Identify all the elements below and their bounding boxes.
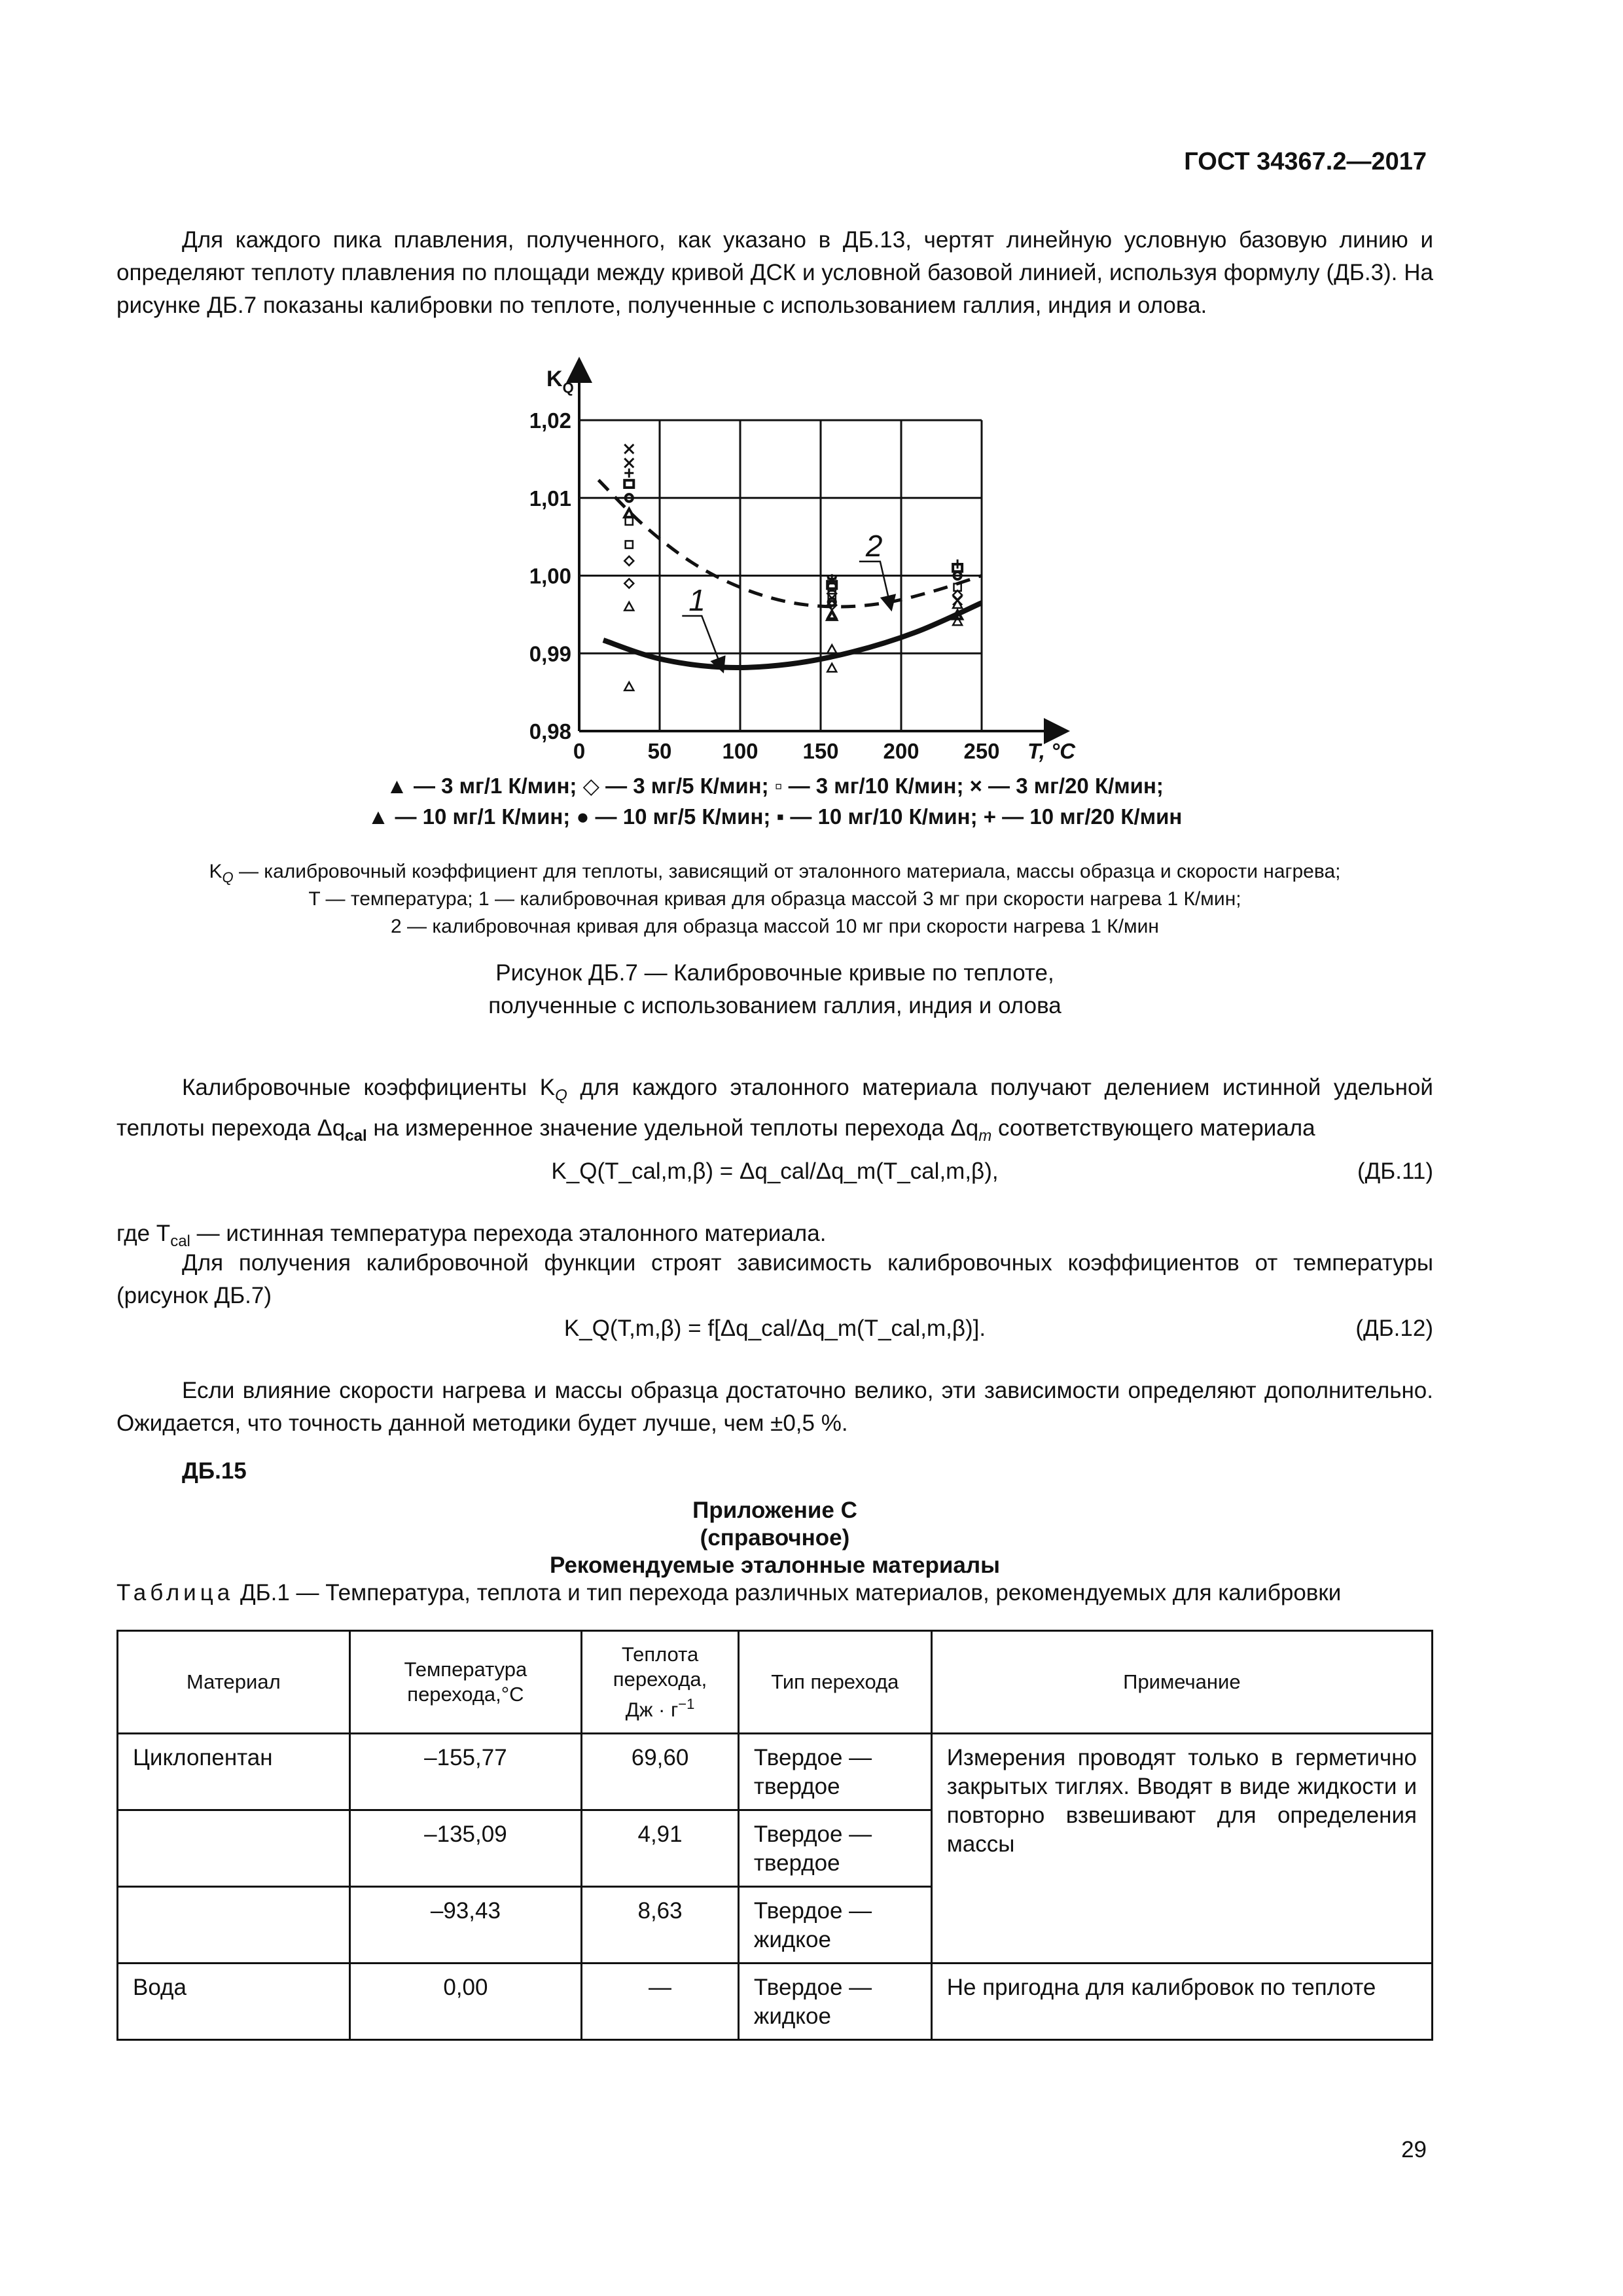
x-tick-label: 50 bbox=[647, 739, 672, 763]
paragraph-3 bbox=[116, 1247, 1433, 1312]
header-type: Тип перехода bbox=[738, 1631, 931, 1734]
cell-type: Твердое — твердое bbox=[738, 1734, 931, 1810]
intro-paragraph bbox=[116, 224, 1433, 322]
chart-ticks bbox=[529, 367, 1076, 763]
p2-c: на измеренное значение удельной теплоты перехода Δq bbox=[366, 1115, 979, 1141]
x-axis-label: T, °C bbox=[1027, 739, 1076, 763]
header-note: Примечание bbox=[931, 1631, 1432, 1734]
data-point-diamond bbox=[624, 556, 633, 565]
chart-labels bbox=[682, 529, 890, 666]
p2-c-sub: m bbox=[978, 1127, 992, 1145]
y-tick-label: 1,00 bbox=[529, 564, 571, 588]
table-caption bbox=[116, 1577, 1433, 1609]
y-tick-label: 0,98 bbox=[529, 719, 571, 744]
document-header: ГОСТ 34367.2—2017 bbox=[1184, 148, 1427, 175]
figure-caption-2: полученные с использованием галлия, индия и олова bbox=[488, 993, 1061, 1018]
header-material: Материал bbox=[118, 1631, 350, 1734]
curve-label-2: 2 bbox=[865, 528, 883, 563]
y-tick-label: 0,99 bbox=[529, 641, 571, 666]
curve-label-1-leader bbox=[682, 616, 721, 666]
data-point-triangle bbox=[827, 664, 836, 672]
cell-temperature: –93,43 bbox=[349, 1887, 582, 1964]
figure-note-3: 2 — калибровочная кривая для образца массой 10 мг при скорости нагрева 1 К/мин bbox=[391, 916, 1159, 937]
y-tick-label: 1,01 bbox=[529, 486, 571, 511]
formula-db12-number: (ДБ.12) bbox=[1355, 1316, 1433, 1341]
cell-type: Твердое — жидкое bbox=[738, 1964, 931, 2040]
cell-temperature: –135,09 bbox=[349, 1810, 582, 1887]
formula-db11-text: K_Q(T_cal,m,β) = Δq_cal/Δq_m(T_cal,m,β), bbox=[551, 1158, 999, 1184]
data-point-square bbox=[626, 518, 633, 525]
curve-2 bbox=[599, 480, 982, 607]
data-point-triangle-bold bbox=[827, 611, 836, 620]
y-axis-label: $K_Q$ bbox=[546, 367, 574, 396]
note-1-rest: — калибровочный коэффициент для теплоты, зависящий от эталонного материала, массы образца и скорости нагрева; bbox=[233, 861, 1341, 882]
p2-b: для каждого эталонного материала получают делением истинной удельной теплоты перехода Δq bbox=[116, 1075, 1433, 1141]
figure-note-2: T — температура; 1 — калибровочная кривая для образца массой 3 мг при скорости нагрева 1 К/мин; bbox=[308, 888, 1241, 910]
appendix-title: Приложение С bbox=[692, 1498, 857, 1523]
data-point-circle bbox=[829, 598, 836, 605]
cell-heat: 4,91 bbox=[582, 1810, 739, 1887]
data-point-cross bbox=[624, 458, 633, 467]
page-number: 29 bbox=[1401, 2137, 1427, 2162]
p2-a: Калибровочные коэффициенты K bbox=[182, 1075, 556, 1100]
paragraph-2 bbox=[116, 1071, 1433, 1153]
p4-text: Если влияние скорости нагрева и массы образца достаточно велико, эти зависимости определяют дополнительно. Ожидается, что точность данной методики будет лучше, чем ±0,5 %. bbox=[116, 1378, 1433, 1436]
figure-caption-1: Рисунок ДБ.7 — Калибровочные кривые по теплоте, bbox=[495, 960, 1054, 986]
materials-table bbox=[116, 1630, 1433, 2041]
p2-b-sub: cal bbox=[345, 1127, 367, 1145]
table-row bbox=[118, 1964, 1433, 2040]
formula-db12-text: K_Q(T,m,β) = f[Δq_cal/Δq_m(T_cal,m,β)]. bbox=[563, 1316, 986, 1341]
cell-type: Твердое — жидкое bbox=[738, 1887, 931, 1964]
chart-curves bbox=[599, 480, 982, 668]
y-tick-label: 1,02 bbox=[529, 408, 571, 433]
p3-text: Для получения калибровочной функции строят зависимость калибровочных коэффициентов от температуры (рисунок ДБ.7) bbox=[116, 1250, 1433, 1308]
p2-a-sub: Q bbox=[555, 1086, 567, 1104]
cell-heat: — bbox=[582, 1964, 739, 2040]
x-tick-label: 100 bbox=[722, 739, 758, 763]
data-point-diamond bbox=[624, 579, 633, 588]
cell-note-cyclopentane: Измерения проводят только в герметично закрытых тиглях. Вводят в виде жидкости и повторно взвешивают для определения массы bbox=[931, 1734, 1432, 1964]
curve-label-2-leader bbox=[859, 562, 890, 603]
cell-material: Вода bbox=[118, 1964, 350, 2040]
data-point-triangle bbox=[624, 682, 633, 691]
intro-text: Для каждого пика плавления, полученного, как указано в ДБ.13, чертят линейную условную базовую линию и определяют теплоту плавления по площади между кривой ДСК и условной базовой линией, используя формулу (ДБ.3). На рисунке ДБ.7 показаны калибровки по теплоте, полученные с использованием галлия, индия и олова. bbox=[116, 227, 1433, 318]
header-temperature: Температура перехода,°C bbox=[349, 1631, 582, 1734]
formula-db11-number: (ДБ.11) bbox=[1357, 1158, 1433, 1184]
header-heat: Теплота перехода, Дж · $г^{-1}$ bbox=[582, 1631, 739, 1734]
curve-label-1: 1 bbox=[688, 583, 705, 617]
paragraph-4 bbox=[116, 1374, 1433, 1440]
cell-temperature: –155,77 bbox=[349, 1734, 582, 1810]
data-point-square bbox=[626, 541, 633, 548]
table-header-row bbox=[118, 1631, 1433, 1734]
cell-heat: 8,63 bbox=[582, 1887, 739, 1964]
legend-line-2: ▲ — 10 мг/1 К/мин; ● — 10 мг/5 К/мин; ▪ — 10 мг/10 К/мин; + — 10 мг/20 К/мин bbox=[367, 804, 1183, 829]
cell-heat: 69,60 bbox=[582, 1734, 739, 1810]
data-point-triangle bbox=[827, 645, 836, 653]
y-axis-label-sub: Q bbox=[562, 380, 574, 396]
data-point-plus bbox=[624, 469, 633, 478]
formula-db11 bbox=[116, 1155, 1433, 1188]
note-k: K bbox=[209, 861, 223, 882]
cell-temperature: 0,00 bbox=[349, 1964, 582, 2040]
table-row bbox=[118, 1734, 1433, 1810]
appendix-heading: Рекомендуемые эталонные материалы bbox=[549, 1552, 1000, 1578]
data-point-cross bbox=[624, 444, 633, 454]
data-point-triangle-bold bbox=[624, 509, 633, 518]
x-tick-label: 150 bbox=[802, 739, 839, 763]
data-point-triangle bbox=[624, 602, 633, 611]
figure-chart bbox=[510, 357, 1099, 769]
cell-material: Циклопентан bbox=[118, 1734, 350, 1810]
chart-grid bbox=[579, 420, 982, 731]
table-caption-label: Таблица bbox=[116, 1580, 234, 1605]
cell-material bbox=[118, 1810, 350, 1887]
x-tick-label: 200 bbox=[883, 739, 919, 763]
x-tick-label: 250 bbox=[963, 739, 1000, 763]
x-tick-label: 0 bbox=[573, 739, 586, 763]
cell-material bbox=[118, 1887, 350, 1964]
data-point-plus bbox=[953, 560, 962, 569]
table-caption-text: ДБ.1 — Температура, теплота и тип перехода различных материалов, рекомендуемых для калибровки bbox=[234, 1580, 1342, 1605]
cell-type: Твердое — твердое bbox=[738, 1810, 931, 1887]
where-rest: — истинная температура перехода эталонного материала. bbox=[190, 1221, 827, 1246]
cell-note-water: Не пригодна для калибровок по теплоте bbox=[931, 1964, 1432, 2040]
legend-line-1: ▲ — 3 мг/1 К/мин; ◇ — 3 мг/5 К/мин; ▫ — 3 мг/10 К/мин; × — 3 мг/20 К/мин; bbox=[386, 774, 1164, 798]
note-k-sub: Q bbox=[222, 869, 234, 886]
section-number: ДБ.15 bbox=[182, 1458, 247, 1484]
where-prefix: где T bbox=[116, 1221, 171, 1246]
where-sub: cal bbox=[170, 1232, 190, 1250]
data-point-cross bbox=[953, 596, 962, 605]
formula-db12 bbox=[116, 1312, 1433, 1345]
chart-axes bbox=[579, 370, 1057, 731]
appendix-subtitle: (справочное) bbox=[700, 1525, 850, 1551]
data-point-square-bold bbox=[624, 480, 633, 488]
p2-d: соответствующего материала bbox=[991, 1115, 1315, 1141]
